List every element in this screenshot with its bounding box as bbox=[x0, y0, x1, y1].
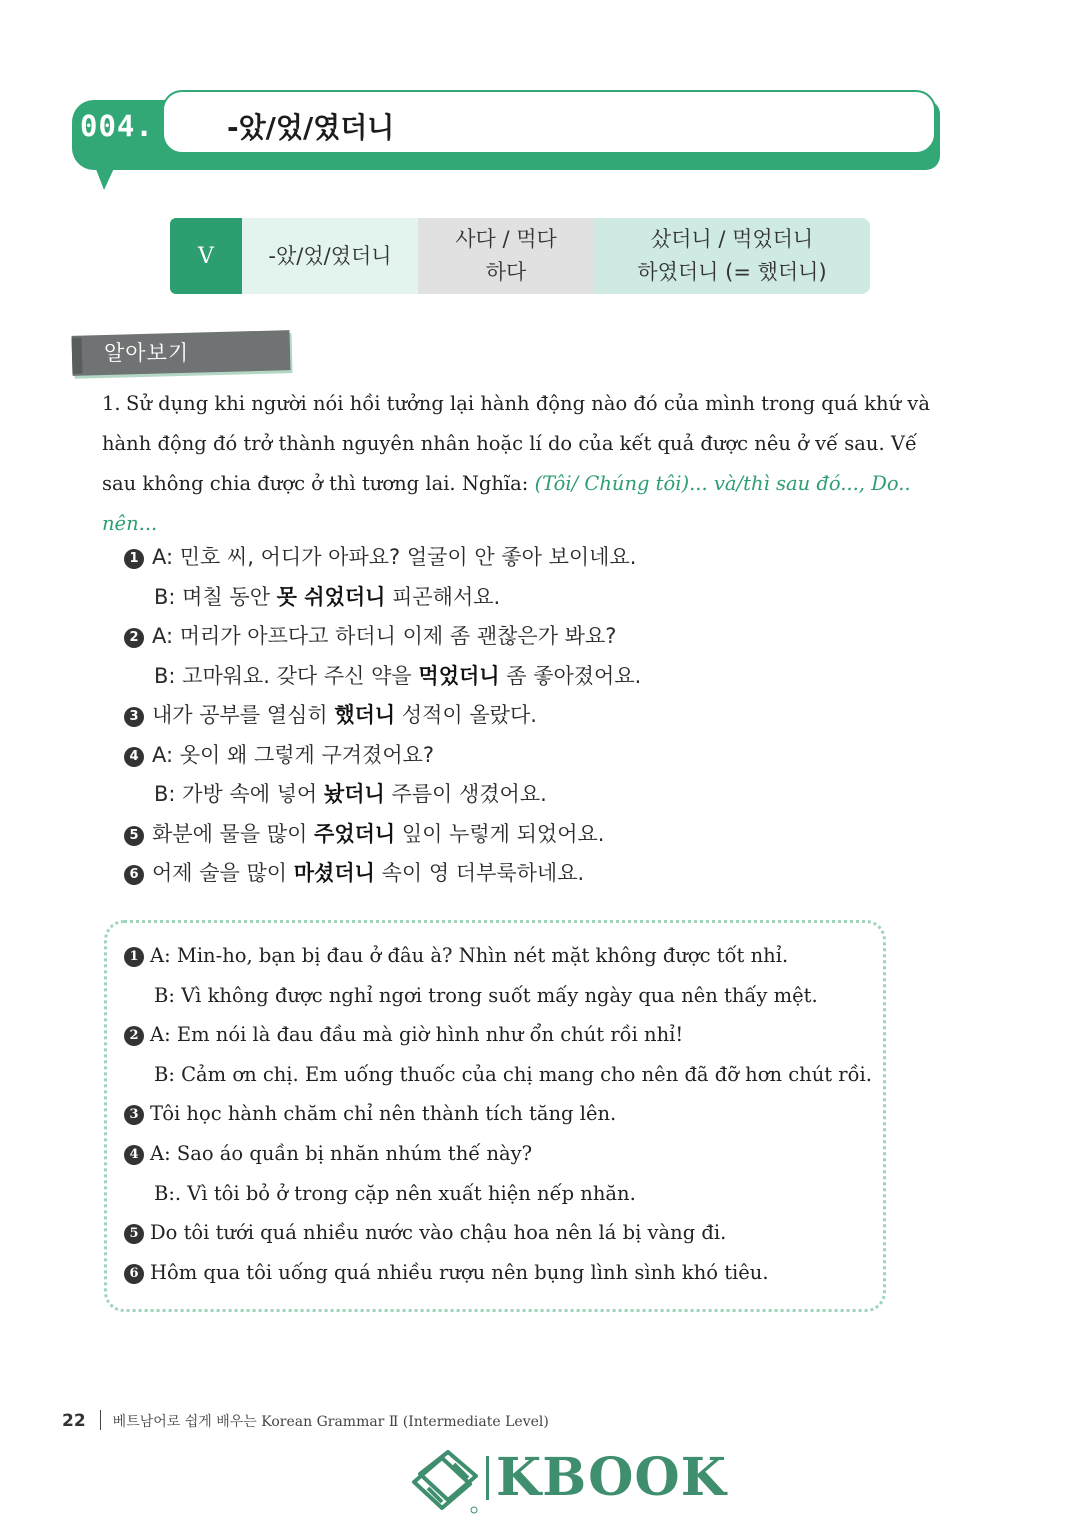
example-text: 피곤해서요. bbox=[385, 584, 501, 609]
example-text: A: 민호 씨, 어디가 아파요? 얼굴이 안 좋아 보이네요. bbox=[152, 545, 637, 569]
pos-cell: V bbox=[170, 218, 242, 294]
translation-line bbox=[124, 1174, 884, 1214]
explanation bbox=[102, 384, 948, 544]
logo-divider bbox=[486, 1456, 489, 1500]
example-number-badge: 6 bbox=[124, 865, 144, 885]
korean-examples bbox=[124, 538, 924, 894]
book-title: 베트남어로 쉽게 배우는 Korean Grammar Ⅱ (Intermediate Level) bbox=[112, 1414, 549, 1430]
korean-example-line bbox=[124, 617, 924, 657]
section-tab-label: 알아보기 bbox=[104, 341, 190, 365]
example-text: B: 며칠 동안 bbox=[154, 584, 277, 609]
formation-table bbox=[170, 218, 870, 294]
example-grammar-highlight: 먹었더니 bbox=[418, 663, 500, 688]
korean-example-line bbox=[124, 815, 924, 855]
base-line: 사다 / 먹다 bbox=[455, 227, 557, 251]
example-text: B: 고마워요. 갖다 주신 약을 bbox=[154, 663, 419, 688]
result-line: 하였더니 (= 했더니) bbox=[637, 260, 827, 284]
explanation-text: Sử dụng khi người nói hồi tưởng lại hành động nào đó của mình trong quá khứ và hành động đó trở thành nguyên nhân hoặc lí do của kết quả được nêu ở vế sau. Vế sau không chia được ở thì tương lai. Nghĩa: bbox=[102, 392, 930, 495]
base-cell bbox=[418, 218, 594, 294]
section-tab-edge bbox=[72, 338, 83, 374]
example-grammar-highlight: 했더니 bbox=[334, 703, 396, 727]
translation-line bbox=[124, 1213, 884, 1253]
translation-line bbox=[124, 1253, 884, 1293]
example-text: 잎이 누렇게 되었어요. bbox=[395, 821, 605, 846]
example-text: 속이 영 더부룩하네요. bbox=[374, 861, 585, 885]
example-text: 내가 공부를 열심히 bbox=[152, 703, 335, 727]
ending-cell: -았/었/였더니 bbox=[242, 218, 418, 294]
example-text: 어제 술을 많이 bbox=[152, 861, 294, 885]
translation-text: A: Min-ho, bạn bị đau ở đâu à? Nhìn nét mặt không được tốt nhỉ. bbox=[150, 944, 789, 967]
example-number-badge: 4 bbox=[124, 1145, 144, 1165]
example-text: A: 머리가 아프다고 하더니 이제 좀 괜찮은가 봐요? bbox=[152, 624, 617, 648]
korean-example-line bbox=[124, 854, 924, 894]
example-number-badge: 1 bbox=[124, 947, 144, 967]
example-number-badge: 2 bbox=[124, 628, 144, 648]
korean-example-line bbox=[124, 578, 924, 618]
example-grammar-highlight: 못 쉬었더니 bbox=[276, 584, 386, 609]
translation-line bbox=[124, 1134, 884, 1174]
translation-line bbox=[124, 936, 884, 976]
example-number-badge: 3 bbox=[124, 707, 144, 727]
example-number-badge: 1 bbox=[124, 549, 144, 569]
translation-text: Do tôi tưới quá nhiều nước vào chậu hoa nên lá bị vàng đi. bbox=[150, 1221, 727, 1245]
korean-example-line bbox=[124, 538, 924, 578]
translation-line bbox=[124, 1015, 884, 1055]
translation-line bbox=[124, 1055, 884, 1095]
translation-text: B: Cảm ơn chị. Em uống thuốc của chị mang cho nên đã đỡ hơn chút rồi. bbox=[154, 1062, 872, 1086]
page-number: 22 bbox=[62, 1411, 86, 1431]
book-logo-icon bbox=[408, 1444, 488, 1516]
footer-divider bbox=[100, 1410, 101, 1430]
translation-text: Hôm qua tôi uống quá nhiều rượu nên bụng lình sình khó tiêu. bbox=[150, 1260, 769, 1284]
example-number-badge: 5 bbox=[124, 1224, 144, 1244]
translation-line bbox=[124, 976, 884, 1016]
vietnamese-examples bbox=[124, 936, 884, 1292]
explanation-number: 1. bbox=[102, 392, 121, 415]
translation-text: A: Em nói là đau đầu mà giờ hình như ổn chút rồi nhỉ! bbox=[150, 1023, 684, 1047]
example-text: 성적이 올랐다. bbox=[395, 703, 537, 727]
example-grammar-highlight: 주었더니 bbox=[314, 821, 396, 846]
korean-example-line bbox=[124, 775, 924, 815]
example-number-badge: 5 bbox=[124, 826, 144, 846]
example-text: 주름이 생겼어요. bbox=[384, 782, 547, 806]
header-speech-tail bbox=[94, 164, 116, 190]
korean-example-line bbox=[124, 657, 924, 697]
page-footer bbox=[62, 1410, 549, 1431]
translation-text: Tôi học hành chăm chỉ nên thành tích tăng lên. bbox=[150, 1102, 617, 1126]
example-number-badge: 6 bbox=[124, 1264, 144, 1284]
base-line: 하다 bbox=[485, 260, 527, 284]
translation-text: B:. Vì tôi bỏ ở trong cặp nên xuất hiện nếp nhăn. bbox=[154, 1181, 636, 1205]
publisher-logo: KBOOK bbox=[496, 1447, 727, 1508]
example-number-badge: 4 bbox=[124, 747, 144, 767]
example-text: A: 옷이 왜 그렇게 구겨졌어요? bbox=[152, 742, 435, 767]
translation-line bbox=[124, 1094, 884, 1134]
example-text: 좀 좋아졌어요. bbox=[499, 663, 642, 688]
korean-example-line bbox=[124, 736, 924, 776]
result-line: 샀더니 / 먹었더니 bbox=[650, 227, 814, 251]
grammar-title: -았/었/였더니 bbox=[227, 111, 395, 144]
result-cell bbox=[594, 218, 870, 294]
example-text: B: 가방 속에 넣어 bbox=[154, 782, 324, 806]
grammar-number: 004. bbox=[80, 109, 154, 143]
example-grammar-highlight: 놨더니 bbox=[323, 782, 385, 806]
example-number-badge: 2 bbox=[124, 1026, 144, 1046]
example-number-badge: 3 bbox=[124, 1105, 144, 1125]
translation-text: A: Sao áo quần bị nhăn nhúm thế này? bbox=[150, 1141, 533, 1165]
translation-text: B: Vì không được nghỉ ngơi trong suốt mấy ngày qua nên thấy mệt. bbox=[154, 983, 818, 1007]
example-grammar-highlight: 마셨더니 bbox=[293, 861, 375, 885]
korean-example-line bbox=[124, 696, 924, 736]
example-text: 화분에 물을 많이 bbox=[152, 821, 315, 846]
explanation-meaning: (Tôi/ Chúng tôi)... và/thì sau đó..., Do.. nên... bbox=[102, 472, 911, 535]
